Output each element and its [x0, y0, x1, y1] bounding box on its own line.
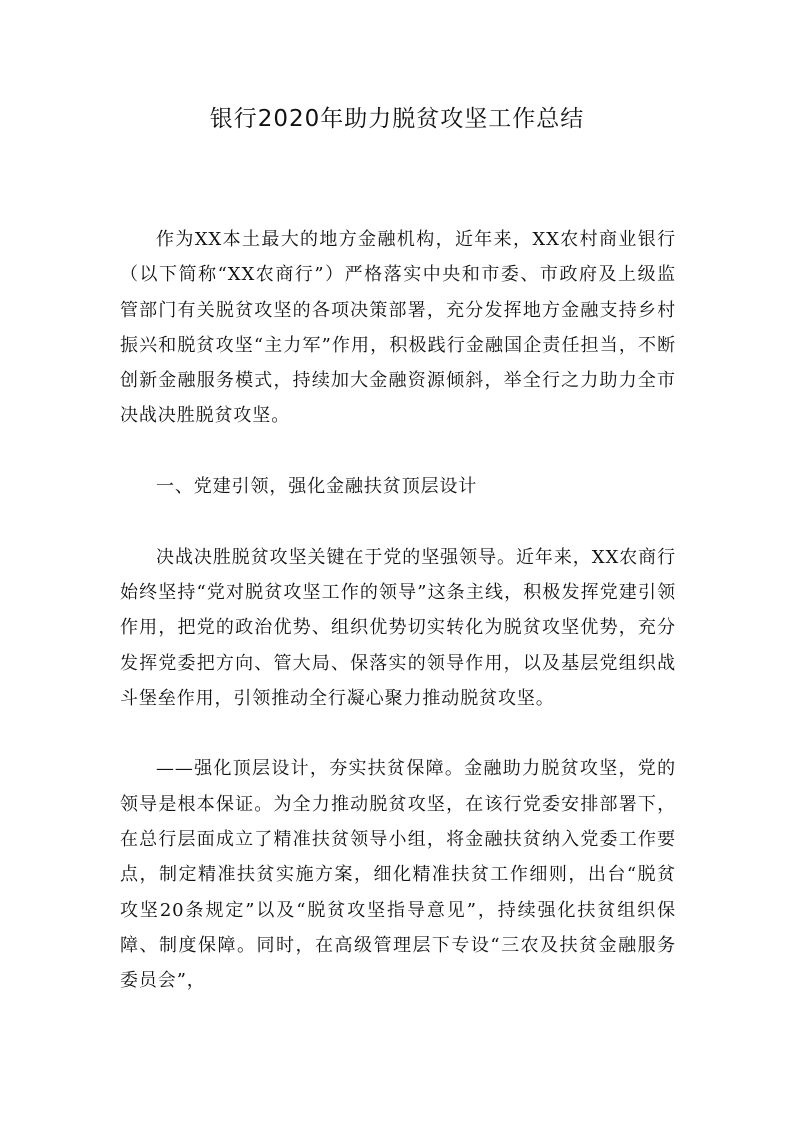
document-title: 银行2020年助力脱贫攻坚工作总结 [209, 106, 585, 132]
paragraph-top-level-design: ——强化顶层设计，夯实扶贫保障。金融助力脱贫攻坚，党的领导是根本保证。为全力推动脱贫攻坚，在该行党委安排部署下，在总行层面成立了精准扶贫领导小组，将金融扶贫纳入党委工作要点，制定精准扶贫实施方案，细化精准扶贫工作细则，出台“脱贫攻坚20条规定”以及“脱贫攻坚指导意见”，持续强化扶贫组织保障、制度保障。同时，在高级管理层下专设“三农及扶贫金融服务委员会”， [120, 758, 676, 992]
paragraph-intro: 作为XX本土最大的地方金融机构，近年来，XX农村商业银行（以下简称“XX农商行”）严格落实中央和市委、市政府及上级监管部门有关脱贫攻坚的各项决策部署，充分发挥地方金融支持乡村振兴和脱贫攻坚“主力军”作用，积极践行金融国企责任担当，不断创新金融服务模式，持续加大金融资源倾斜，举全行之力助力全市决战决胜脱贫攻坚。 [120, 229, 676, 427]
document-body [120, 222, 676, 1034]
paragraph-party-leadership: 决战决胜脱贫攻坚关键在于党的坚强领导。近年来，XX农商行始终坚持“党对脱贫攻坚工作的领导”这条主线，积极发挥党建引领作用，把党的政治优势、组织优势切实转化为脱贫攻坚优势，充分发挥党委把方向、管大局、保落实的领导作用，以及基层党组织战斗堡垒作用，引领推动全行凝心聚力推动脱贫攻坚。 [120, 546, 676, 709]
section-heading-1: 一、党建引领，强化金融扶贫顶层设计 [156, 476, 478, 498]
